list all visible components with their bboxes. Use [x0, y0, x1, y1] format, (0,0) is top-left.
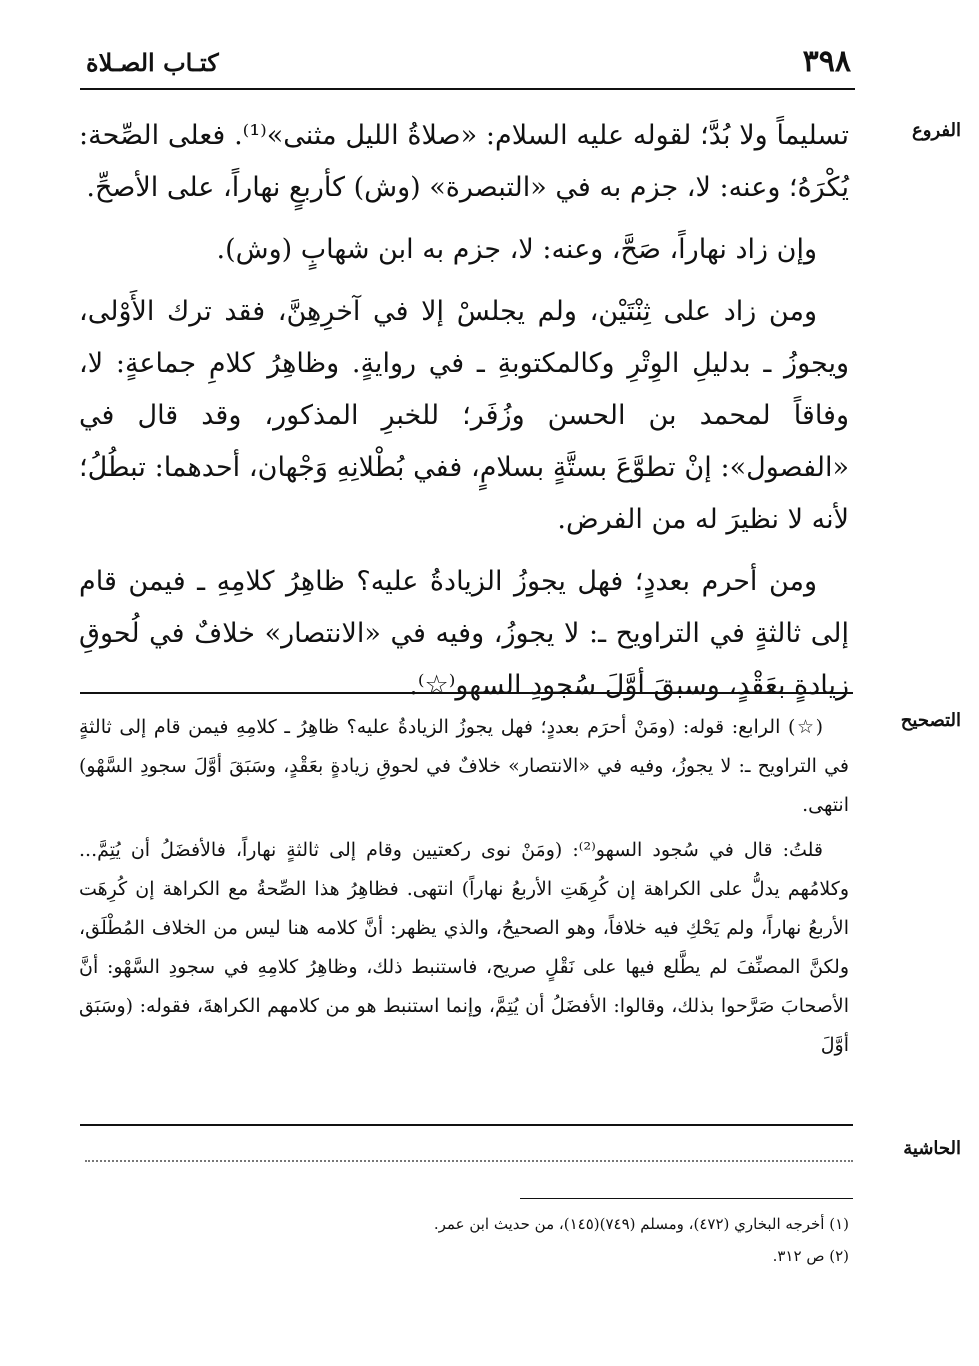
label-tashih: التصحيح [900, 710, 961, 731]
footnote-separator [520, 1198, 853, 1199]
section-divider [80, 692, 853, 694]
footnote-2: (٢) ص ٣١٢. [772, 1247, 849, 1265]
furu-paragraph-2: وإن زاد نهاراً، صَحَّ، وعنه: لا، جزم به ابن شهابٍ (وش). [216, 234, 817, 265]
tashih-paragraph-2: قلتُ: قال في سُجود السهو⁽²⁾: (ومَنْ نوى ركعتيين وقام إلى ثالثةٍ نهاراً، فالأفضَلُ أن يُتِمَّ... وكلامُهم يدلُّ على الكراهة إن كُرِهَتِ الأربعُ نهاراً) انتهى. فظاهِرُ هذا الصِّحةُ مع الكراهة إن كُرِهَت الأربعُ نهاراً، ولم يَحْكِ فيه خلافاً، وهو الصحيحُ، والذي يظهر: أنَّ كلامه هنا ليس من الخلاف المُطْلَق، ولكنَّ المصنِّفَ لم يطَّلع فيها على نَقْلٍ صريح، فاستنبط ذلك، وظاهِرُ كلامِهِ في سجودِ السَّهْو: أنَّ الأصحابَ صَرَّحوا بذلك، وقالوا: الأفضَلُ أن يُتِمَّ، وإنما استنبط هو من كلامهم الكراهةَ، فقوله: (وسَبَق أوَّلَ [79, 839, 849, 1056]
furu-paragraph-4: ومن أحرم بعددٍ؛ فهل يجوزُ الزيادةُ عليه؟ ظاهِرُ كلامِهِ ـ فيمن قام إلى ثالثةٍ في التراويح ـ: لا يجوزُ، وفيه في «الانتصار» خلافٌ في لُحوقِ زيادةٍ بعَقْدٍ، وسبقَ أوَّلَ سُجودِ السهو⁽☆⁾. [79, 566, 849, 701]
tashih-paragraph-1: (☆) الرابع: قوله: (ومَنْ أحرَم بعددٍ؛ فهل يجوزُ الزيادةُ عليه؟ ظاهِرُ ـ كلامِهِ فيمن قام إلى ثالثةٍ في التراويح ـ: لا يجوزُ، وفيه في «الانتصار» خلافٌ في لحوقِ زيادةٍ بعَقْدٍ، وسَبَقَ أوَّلَ سجودِ السَّهْو) انتهى. [79, 716, 849, 816]
footnotes [79, 1208, 849, 1272]
hashiya-divider [80, 1124, 853, 1126]
footnote-1: (١) أخرجه البخاري (٤٧٢)، ومسلم (٧٤٩)(١٤٥)، من حديث ابن عمر. [433, 1215, 849, 1233]
page-number: ٣٩٨ [802, 44, 851, 79]
furu-paragraph-3: ومن زاد على ثِنْتَيْن، ولم يجلسْ إلا في آخرِهِنَّ، فقد ترك الأَوْلى، ويجوزُ ـ بدليلِ الوِتْرِ وكالمكتوبةِ ـ في روايةٍ. وظاهِرُ كلامِ جماعةٍ: لا، وفاقاً لمحمد بن الحسن وزُفَر؛ للخبرِ المذكور، وقد قال في «الفصول»: إنْ تطوَّعَ بستَّةٍ بسلامٍ، ففي بُطْلانِهِ وَجْهان، أحدهما: تبطُلُ؛ لأنه لا نظيرَ له من الفرض. [79, 296, 849, 535]
tashih-section [79, 708, 849, 1071]
label-furu: الفروع [912, 120, 961, 141]
furu-section [79, 110, 849, 722]
hashiya-dotted-line [85, 1160, 853, 1162]
running-title: كتـاب الصـلاة [86, 48, 219, 77]
page-header [80, 40, 855, 90]
furu-paragraph-1: تسليماً ولا بُدَّ؛ لقوله عليه السلام: «صلاةُ الليل مثنى»⁽¹⁾. فعلى الصِّحة: يُكْرَهُ؛ وعنه: لا، جزم به في «التبصرة» (وش) كأربعٍ نهاراً، على الأصحِّ. [79, 120, 849, 203]
label-hashiya: الحاشية [903, 1138, 961, 1159]
